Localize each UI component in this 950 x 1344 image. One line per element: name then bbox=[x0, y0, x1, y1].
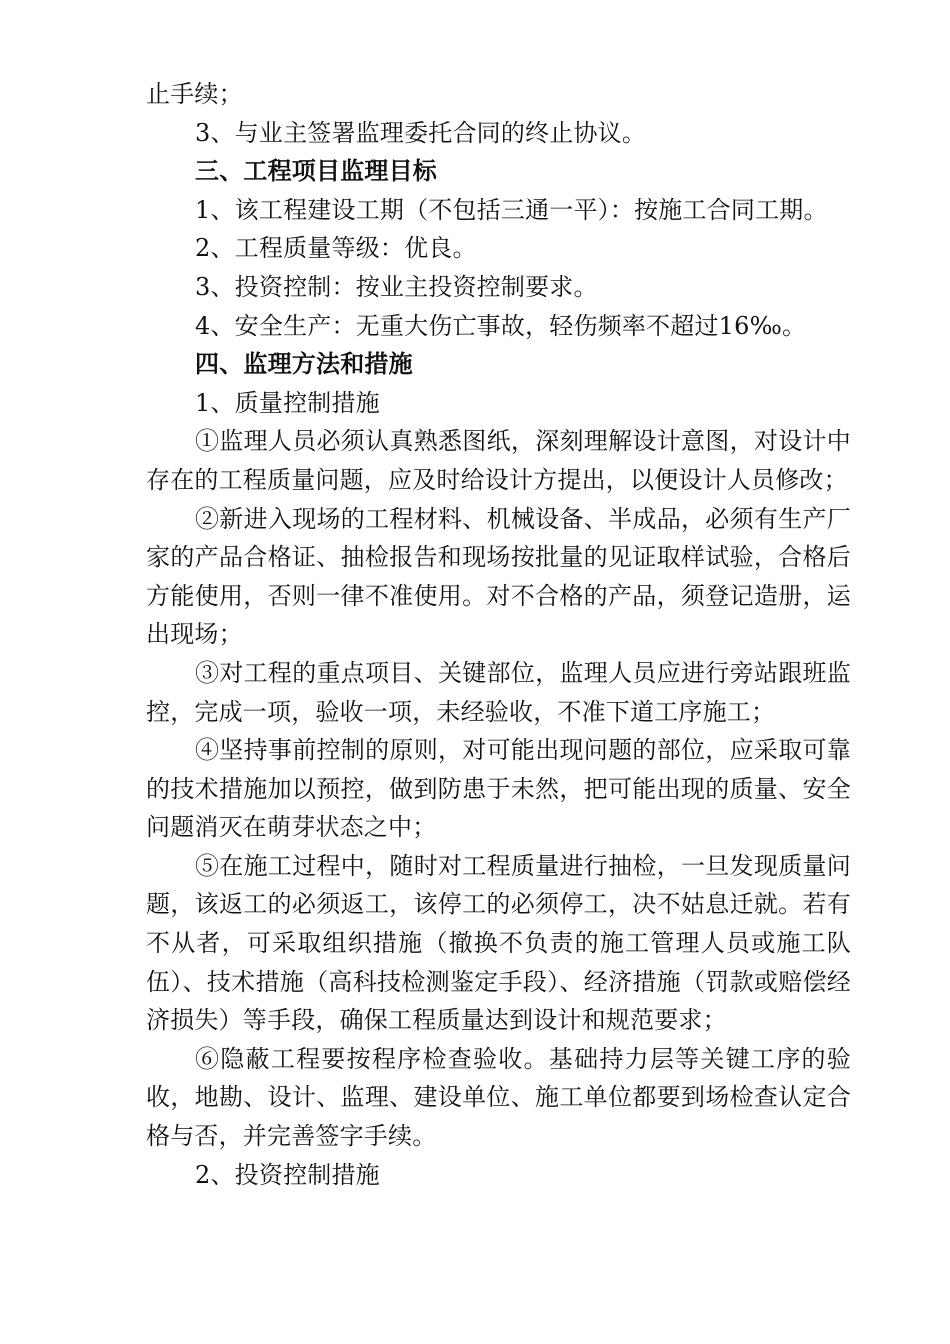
goal-item-2: 2、工程质量等级：优良。 bbox=[195, 234, 477, 263]
quality-measure-5: ⑤在施工过程中，随时对工程质量进行抽检，一旦发现质量问题，该返工的必须返工，该停工的必须停工，决不姑息迁就。若有不从者，可采取组织措施（撤换不负责的施工管理人员或施工队伍）、技术措施（高科技检测鉴定手段）、经济措施（罚款或赔偿经济损失）等手段，确保工程质量达到设计和规范要求； bbox=[146, 851, 851, 1035]
text-line-continuation: 止手续； bbox=[146, 80, 243, 108]
quality-measure-6: ⑥隐蔽工程要按程序检查验收。基础持力层等关键工序的验收，地勘、设计、监理、建设单位、施工单位都要到场检查认定合格与否，并完善签字手续。 bbox=[146, 1044, 851, 1151]
quality-measure-1: ①监理人员必须认真熟悉图纸，深刻理解设计意图，对设计中存在的工程质量问题，应及时给设计方提出，以便设计人员修改； bbox=[146, 427, 851, 494]
text-line-item-3: 3、与业主签署监理委托合同的终止协议。 bbox=[195, 118, 647, 147]
quality-measure-2: ②新进入现场的工程材料、机械设备、半成品，必须有生产厂家的产品合格证、抽检报告和现场按批量的见证取样试验，合格后方能使用，否则一律不准使用。对不合格的产品，须登记造册，运出现场； bbox=[146, 504, 851, 649]
goal-item-4: 4、安全生产：无重大伤亡事故，轻伤频率不超过16‰。 bbox=[195, 311, 807, 340]
section-heading-4: 四、监理方法和措施 bbox=[195, 349, 413, 379]
quality-measure-3: ③对工程的重点项目、关键部位，监理人员应进行旁站跟班监控，完成一项，验收一项，未经验收，不准下道工序施工； bbox=[146, 658, 851, 726]
goal-item-1: 1、该工程建设工期（不包括三通一平）：按施工合同工期。 bbox=[195, 195, 828, 224]
section-heading-3: 三、工程项目监理目标 bbox=[195, 156, 437, 186]
quality-measure-4: ④坚持事前控制的原则，对可能出现问题的部位，应采取可靠的技术措施加以预控，做到防患于未然，把可能出现的质量、安全问题消灭在萌芽状态之中； bbox=[146, 736, 851, 842]
document-body bbox=[146, 75, 851, 1194]
subsection-heading-investment: 2、投资控制措施 bbox=[195, 1160, 380, 1189]
subsection-heading-quality: 1、质量控制措施 bbox=[195, 388, 380, 417]
goal-item-3: 3、投资控制：按业主投资控制要求。 bbox=[195, 272, 598, 301]
